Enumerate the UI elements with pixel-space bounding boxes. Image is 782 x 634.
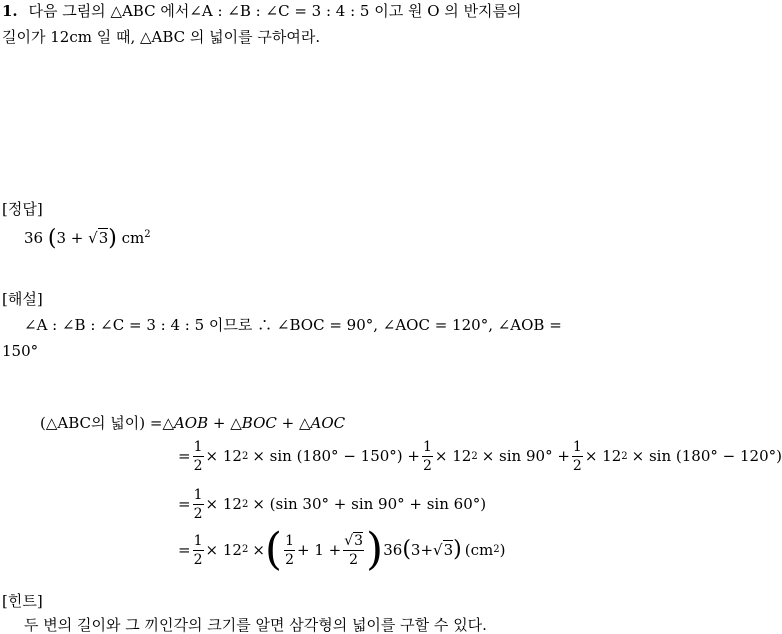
fraction: $\frac{1}{2}$: [193, 532, 203, 568]
answer-header: [정답]: [2, 200, 43, 218]
fraction: $\frac{1}{2}$: [572, 439, 582, 474]
fraction: $\frac{1}{2}$: [193, 439, 203, 474]
fraction: $\frac{1}{2}$: [285, 532, 294, 568]
fraction: $\frac{1}{2}$: [193, 487, 203, 522]
hint-header: [힌트]: [2, 592, 43, 610]
hint-text: 두 변의 길이와 그 끼인각의 크기를 알면 삼각형의 넓이를 구할 수 있다.: [24, 616, 487, 634]
problem-number: 1.: [2, 2, 18, 20]
explanation-header: [해설]: [2, 290, 43, 308]
explanation-line-2: 150°: [2, 342, 39, 360]
equation-row-3: = $\frac{1}{2}$ × 12 2 × ( $\frac{1}{2}$ + 1 + $\frac{√3}{2}$ ) 36 ( 3 + √ 3 ) ( cm 2 ): [178, 524, 506, 575]
problem-text-1: 다음 그림의 △ABC 에서∠A : ∠B : ∠C = 3 : 4 : 5 이고 원 O 의 반지름의: [28, 2, 522, 20]
problem-line-1: [2, 4, 522, 19]
sqrt-symbol: √: [88, 229, 98, 247]
fraction: $\frac{1}{2}$: [422, 439, 432, 474]
equation-row-2: = $\frac{1}{2}$ × 12 2 × (sin 30° + sin 90° + sin 60°): [178, 487, 487, 522]
problem-line-2: 길이가 12cm 일 때, △ABC 의 넓이를 구하여라.: [2, 28, 321, 46]
explanation-line-1: ∠A : ∠B : ∠C = 3 : 4 : 5 이므로 ∴ ∠BOC = 90°, ∠AOC = 120°, ∠AOB =: [24, 316, 562, 334]
equation-row-0: (△ABC의 넓이) =△AOB + △BOC + △AOC: [40, 414, 346, 432]
fraction-sqrt: $\frac{√3}{2}$: [344, 532, 364, 568]
answer-value: 36 (3 + √3) $cm^2$: [24, 226, 151, 251]
equation-row-1: = $\frac{1}{2}$ × 12 2 × sin (180° − 150°) + $\frac{1}{2}$ × 12 2 × sin 90° + $\frac{1}{2}$ × 12 2 × sin (180° − 120°): [178, 439, 782, 474]
